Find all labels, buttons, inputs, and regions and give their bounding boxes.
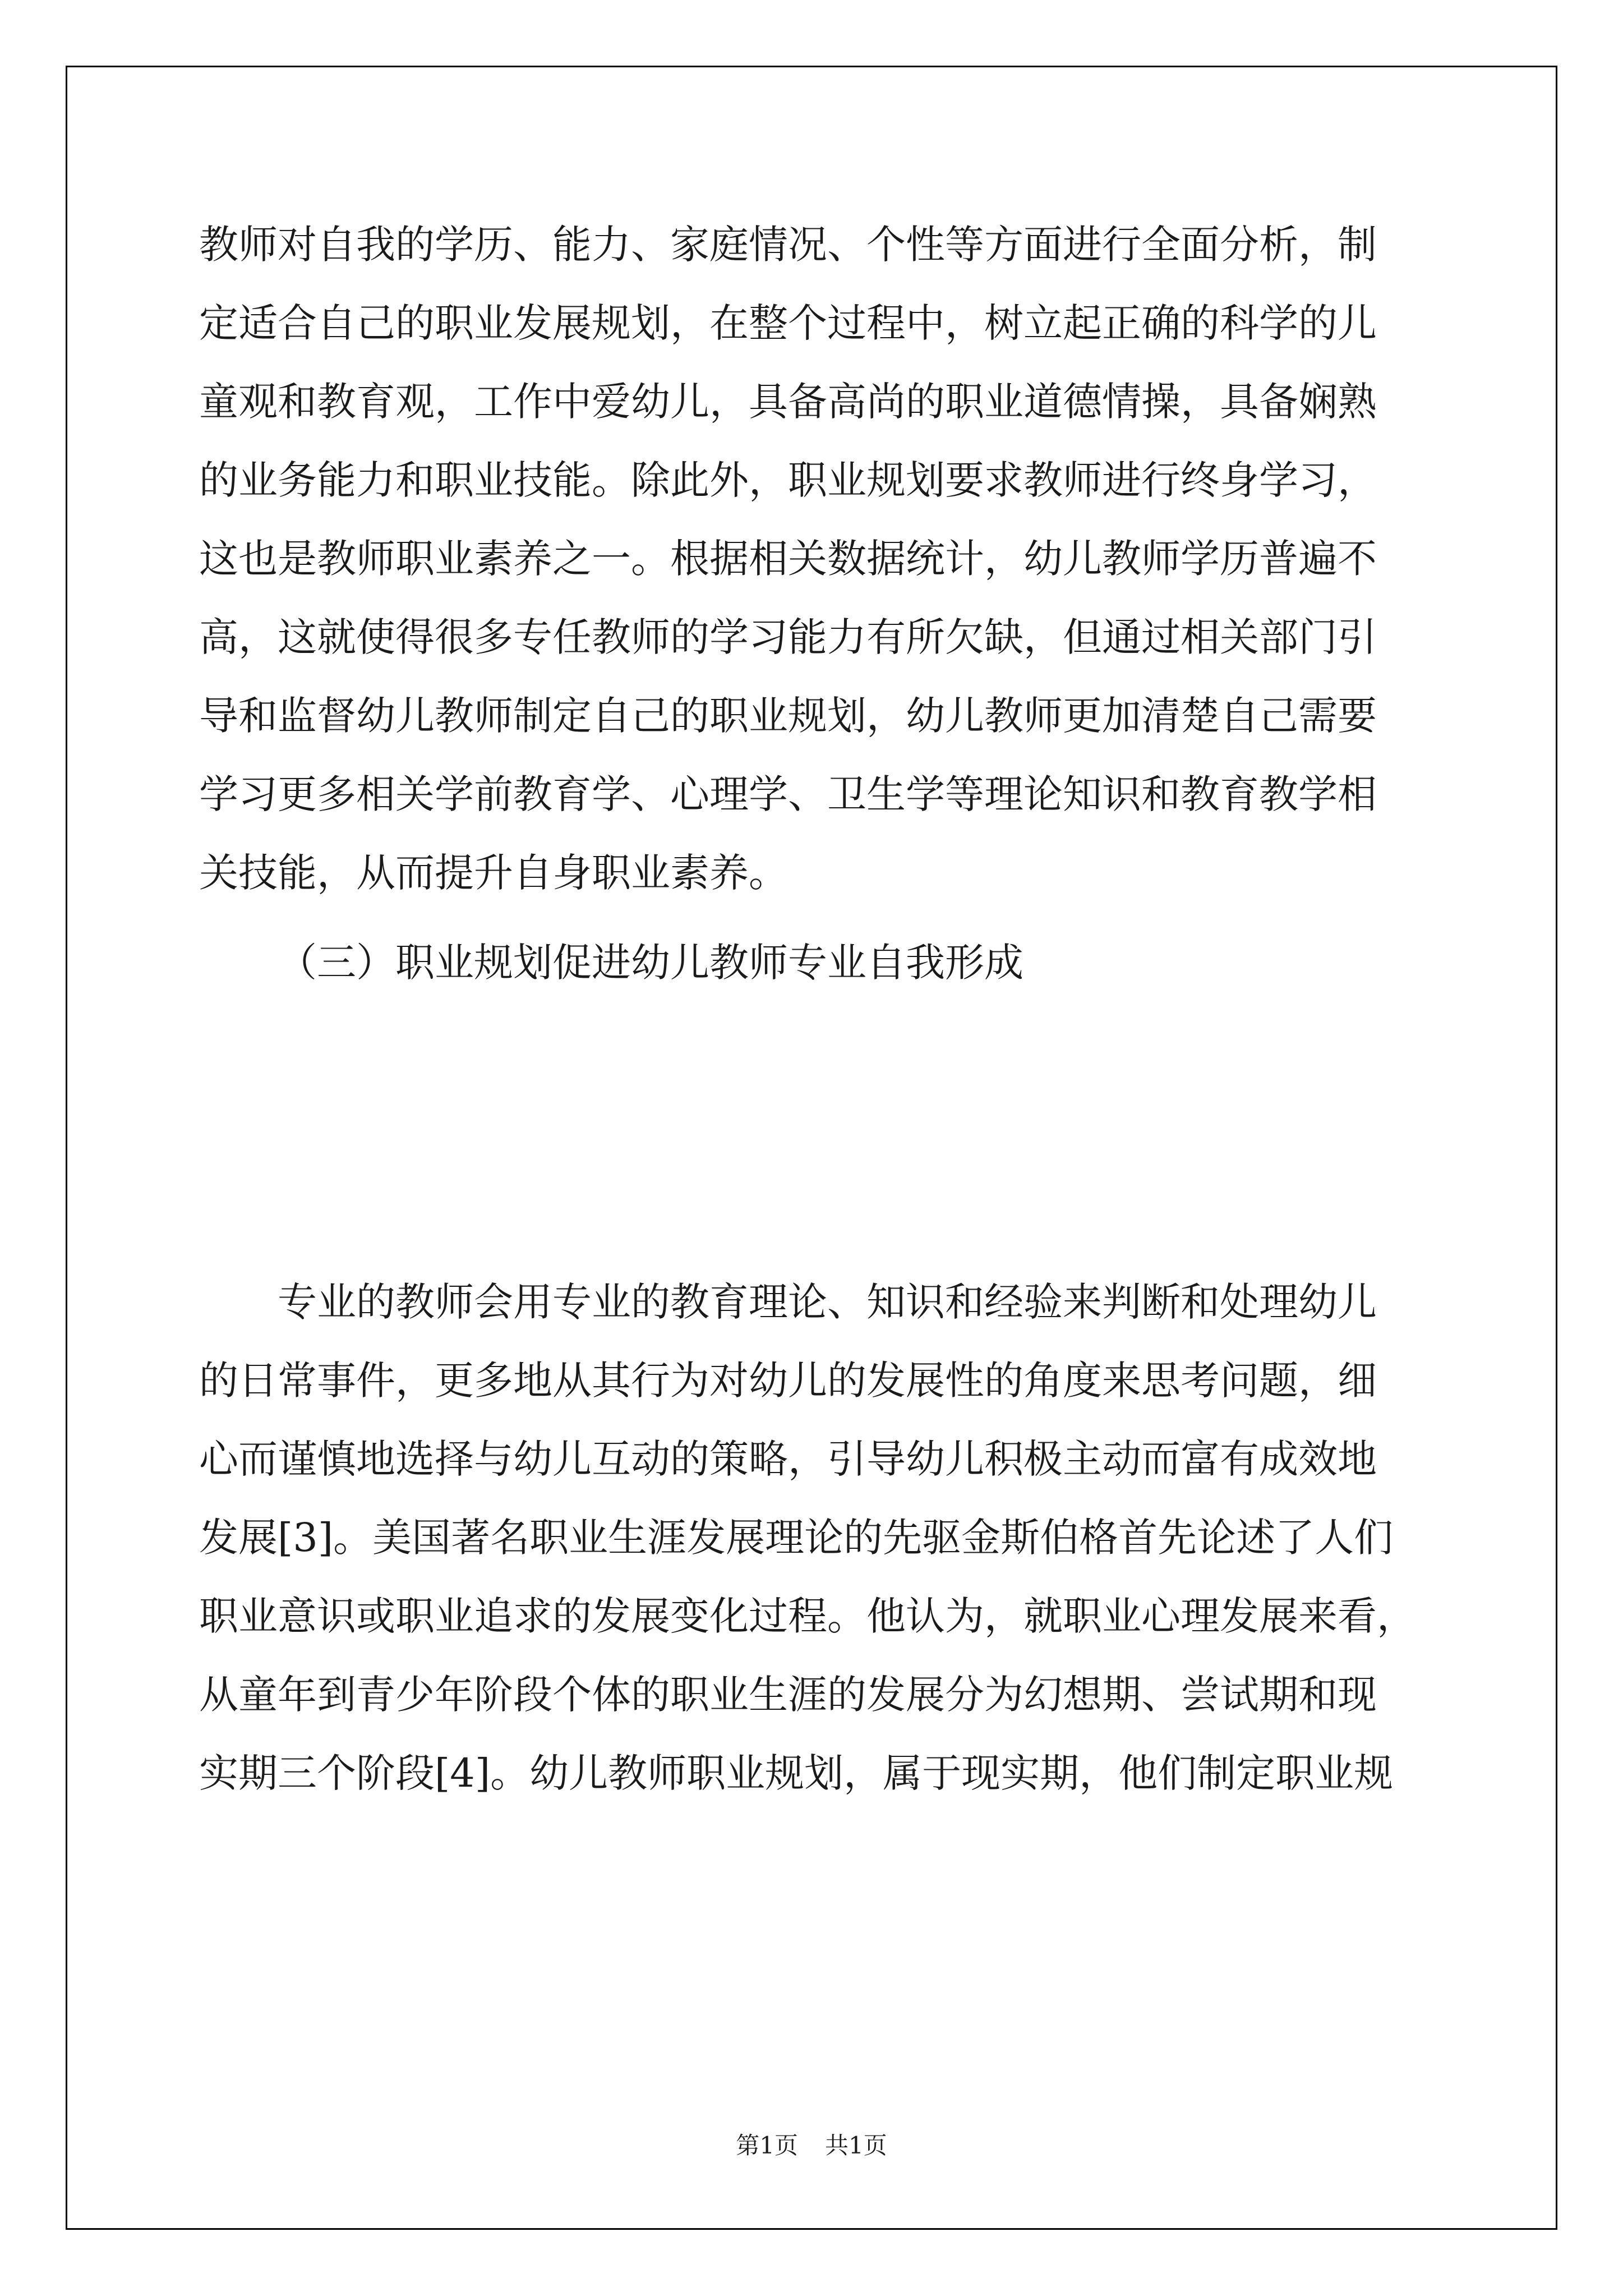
- paragraph-line: 学习更多相关学前教育学、心理学、卫生学等理论知识和教育教学相: [199, 771, 1377, 817]
- paragraph-line: 实期三个阶段[4]。幼儿教师职业规划，属于现实期，他们制定职业规: [199, 1750, 1394, 1796]
- paragraph-line: 专业的教师会用专业的教育理论、知识和经验来判断和处理幼儿: [278, 1279, 1377, 1325]
- paragraph-line: 高，这就使得很多专任教师的学习能力有所欠缺，但通过相关部门引: [199, 614, 1377, 660]
- paragraph-line: 职业意识或职业追求的发展变化过程。他认为，就职业心理发展来看，: [199, 1593, 1416, 1639]
- paragraph-line: 这也是教师职业素养之一。根据相关数据统计，幼儿教师学历普遍不: [199, 536, 1377, 582]
- paragraph-line: 心而谨慎地选择与幼儿互动的策略，引导幼儿积极主动而富有成效地: [199, 1436, 1377, 1482]
- page-footer: [0, 2129, 1623, 2162]
- paragraph-line: 发展[3]。美国著名职业生涯发展理论的先驱金斯伯格首先论述了人们: [199, 1515, 1394, 1561]
- section-heading: （三）职业规划促进幼儿教师专业自我形成: [278, 940, 1023, 986]
- paragraph-line: 关技能，从而提升自身职业素养。: [199, 850, 788, 896]
- paragraph-line: 教师对自我的学历、能力、家庭情况、个性等方面进行全面分析，制: [199, 222, 1377, 268]
- paragraph-line: 的日常事件，更多地从其行为对幼儿的发展性的角度来思考问题，细: [199, 1358, 1377, 1404]
- paragraph-line: 童观和教育观，工作中爱幼儿，具备高尚的职业道德情操，具备娴熟: [199, 379, 1377, 425]
- paragraph-line: 从童年到青少年阶段个体的职业生涯的发展分为幻想期、尝试期和现: [199, 1672, 1377, 1718]
- page-number: 第1页: [736, 2132, 798, 2159]
- paragraph-line: 定适合自己的职业发展规划，在整个过程中，树立起正确的科学的儿: [199, 300, 1377, 346]
- page-total: 共1页: [825, 2132, 887, 2159]
- paragraph-line: 导和监督幼儿教师制定自己的职业规划，幼儿教师更加清楚自己需要: [199, 693, 1377, 739]
- paragraph-line: 的业务能力和职业技能。除此外，职业规划要求教师进行终身学习，: [199, 457, 1377, 503]
